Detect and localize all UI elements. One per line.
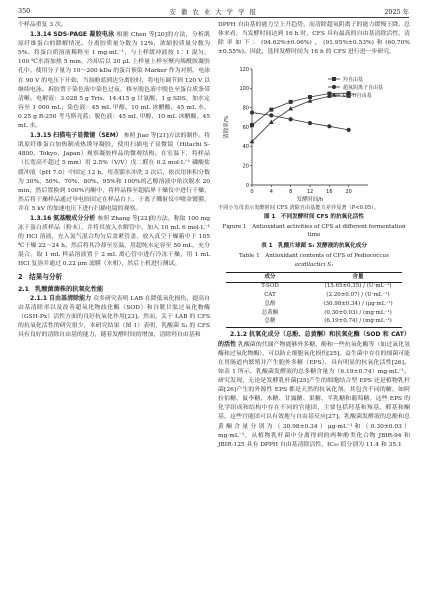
figure-caption-cn: 图 1 不同发酵时间 CFS 的抗氧化活性	[263, 214, 364, 221]
table-caption-en-2: acidilactici S₁	[294, 262, 334, 269]
figure-1-chart	[218, 59, 410, 205]
section-heading: 氨基酸成分分析	[53, 214, 96, 222]
data-point	[308, 121, 312, 125]
legend-label: 羟自由基	[343, 77, 364, 84]
page-number: 350	[18, 7, 31, 15]
section-number: 1.3.15	[30, 132, 52, 140]
section-text: 根据 Chen 等[20]的方法，分析肌原纤维蛋白的降解情况。分离胶质量分数为 12%，浓缩胶质量分数为 5%。将蛋白质溶液稀释至 1 mg·mL⁻¹，与上样缓冲液按 1∶1 混匀，100 ℃水浴加热 5 min，冷却后以 20 μL 上样量上样至聚丙烯酰胺凝胶孔中。使用分子量为 10～200 kDa 的蛋白预染 Marker 作为对照。电泳在 90 V 的电压下开始，当溴酚蓝到达分离胶时，将电压调节到 120 V 以继续电泳。拆胶置于染色液中染色过夜，移至脱色液中脱色至蛋白质条带清晰。电解液：3.028 5 g Tris、14.415 g 甘氨酸、1 g SDS，加水定容至 1 000 mL；染色液：45 mL 甲醇、10 mL 冰醋酸、45 mL 水，0.25 g R-250 考马斯亮蓝；脱色液：45 mL 甲醇、10 mL 冰醋酸、45 mL 水。	[18, 32, 211, 130]
header-rule	[18, 17, 409, 18]
antioxidant-table	[226, 272, 402, 328]
section-text: 参照 Jiao 等[21]方法的制作。将肌原纤维蛋白加热制成热诱导凝胶，使用扫描电子显微镜（Hitachi S-4800，Tokyo，Japan）观察凝胶样品的微观结构。在室温下，将样品（长宽高不超过 5 mm）用 2.5%（V/V）戊二醛在 0.2 mol·L⁻¹ 磷酸盐缓冲液（pH 7.0）中固定 12 h，用蒸馏水冲洗 3 次后，依次用体积分数为 30%、50%、70%、80%、95%和 100%的乙醇溶液中依次脱水 20 min，然后置换到 100%丙酮中，将样品移至超临界干燥仪中进行干燥，然后将干燥样品通过导电胶固定在样品台上，于离子溅射仪中喷金镀膜，并在 5 kV 的加速电压下进行扫描电镜的观察。	[18, 133, 211, 212]
table-cell: T-SOD	[261, 283, 279, 290]
left-column	[18, 21, 210, 340]
data-point	[250, 111, 254, 115]
section-heading: SDS-PAGE 凝胶电泳	[53, 31, 115, 39]
table-cell: (15.65±0.35) / (U·mL⁻¹)	[324, 283, 392, 290]
table-header-cell: 成分	[264, 273, 276, 280]
section-1-3-16	[18, 214, 210, 270]
table-caption-cn: 表 1 乳酸片球菌 S₁ 发酵液的抗氧化成分	[261, 243, 367, 250]
section-text: 乳酸菌的代谢产物能够外多糖、酚和一些抗氧化酶等（如过氧化氢酶和过氧化物酶），可以防止细胞氧化损伤[25]。益生菌中存在的细菌可能在胃肠道内繁殖并产生胞外多糖（EPS），具有明显的抗氧化活性[26]。如表 1 所示，乳酸菌发酵液的总多糖含量为（6.19±0.74）mg·mL⁻¹。研究发现，无论是发酵乳杆菌[25]产生的细胞结合型 EPS 还是植物乳杆菌[26]产生的外源性 EPS 都是天然的抗氧化剂。其包含不同的糖，如阿拉伯糖、鼠李糖、木糖、甘露糖、果糖、半乳糖和葡萄糖。这些 EPS 的化学组成和结构中存在不同的官能团，主要包括羟基和羧基、醛基和酮基，这些官能团可以有效地与自由基反应[27]。乳酸菌发酵液的总酚和总黄酮含量分别为（30.98±0.34）μg·mL⁻¹和（0.30±0.03）mg·mL⁻¹，从植物乳杆菌中分离得到的两种酚类化合物 JBIR-94 和 JBIR-125 具有 DPPH 自由基清除活性，IC₅₀ 值分别为 11.4 和 35.1	[218, 341, 410, 448]
series-line	[252, 96, 349, 141]
data-point	[269, 120, 274, 124]
table-cell: 总糖	[264, 318, 276, 325]
figure-note: 不同小写母表示发酵时间 CFS 清除自由基能力差异显著（P<0.05）。	[218, 205, 379, 212]
x-tick-label: 16	[326, 189, 333, 196]
section-heading-results: 2 结果与分析	[18, 272, 63, 281]
data-point	[250, 123, 254, 127]
running-header	[0, 0, 427, 20]
x-tick-label: 0	[250, 189, 254, 196]
section-text: 参照 Zhang 等[22]的方法，称取 100 mg 冻干蛋白质样品（粉末），并将其放入水解管中，加入 10 mL 6 mol·L⁻¹ 的 HCl 溶液，充入氮气混合均匀后盖紧管盖，放入真空干燥箱中于 105 ℃干燥 22～24 h。然后将其冷却至室温，用超纯水定容至 50 mL，充分混合。取 1 mL 样品溶液置于 2 mL 离心管中进行冷冻干燥，用 1 mL HCl 复溶并通过 0.22 μm 滤膜（水相），然后上机进行测试。	[18, 215, 211, 268]
table-row	[226, 300, 402, 309]
table-row	[226, 318, 402, 327]
legend-label: 超氧阴离子自由基	[343, 85, 384, 92]
table-cell: (2.20±0.07) / (U·mL⁻¹)	[326, 292, 390, 299]
table-row	[226, 292, 402, 301]
journal-year: 2025 年	[384, 8, 409, 16]
data-point	[327, 125, 331, 129]
y-tick-label: 0	[245, 183, 249, 190]
section-heading: 扫描电子显微镜（SEM）	[53, 132, 122, 140]
section-heading: 自由基清除能力	[49, 294, 92, 302]
paragraph-continuation: 个样品重复 3 次。	[18, 22, 67, 28]
table-row	[226, 282, 402, 291]
data-point	[269, 108, 273, 112]
data-point	[289, 118, 293, 122]
section-number: 2.1.1	[30, 294, 48, 302]
x-tick-label: 12	[306, 189, 314, 196]
data-point	[289, 100, 293, 104]
table-cell: (0.30±0.03) / (mg·mL⁻¹)	[324, 309, 392, 316]
y-tick-label: 120	[239, 67, 249, 74]
data-point	[269, 114, 273, 118]
section-heading: 抗氧化成分（总酚、总黄酮）和抗氧化酶（SOD 和 CAT）的活性	[218, 330, 410, 348]
figure-caption-en: Figure 1 Antioxidant activities of CFS at different fermentation time	[222, 223, 406, 238]
section-2-1-2	[218, 330, 410, 450]
y-tick-label: 100	[239, 86, 249, 93]
table-cell: (6.19±0.74) / (mg·mL⁻¹)	[324, 318, 392, 325]
table-caption-en: Table 1 Antioxidant contents of CFS of Pediococcus	[239, 252, 389, 259]
x-tick-label: 20	[345, 189, 352, 196]
section-2-1-1	[18, 294, 210, 340]
x-axis-label: 发酵时间/h	[296, 197, 324, 204]
table-cell: (30.98±0.34) / (μg·mL⁻¹)	[323, 300, 393, 307]
legend-marker	[332, 85, 336, 89]
table-header-cell: 含量	[352, 273, 364, 280]
journal-name: 安 徽 农 业 大 学 学 报	[169, 8, 258, 16]
legend-marker	[332, 77, 336, 81]
section-number: 1.3.16	[30, 214, 52, 222]
y-tick-label: 60	[242, 125, 249, 132]
legend-label: DPPH自由基	[343, 93, 372, 100]
data-point	[347, 128, 351, 132]
y-tick-label: 80	[242, 105, 249, 112]
section-1-3-15	[18, 131, 210, 214]
y-tick-label: 40	[242, 144, 249, 151]
table-header-row	[226, 272, 402, 282]
table-cell: CAT	[264, 292, 276, 299]
table-cell: 总黄酮	[261, 309, 279, 316]
section-text: 众多研究表明 LAB 在降低氧化损伤、提高自由基清除率以及改善超氧化物歧化酶（SOD）和谷胱甘肽过氧化物酶（GSH-Px）活性方面的良好抗氧化作用[23]。然而，关于 LAB 的 CFS 的抗氧化活性的研究很少，本研究结果（图 1）表明，乳酸菌 S₁ 的 CFS 具有良好的清除自由基的能力，随着发酵时间的增加，清除羟自由基和	[18, 295, 210, 339]
series-line	[252, 94, 349, 126]
right-column	[218, 21, 410, 450]
table-row	[226, 309, 402, 318]
y-tick-label: 20	[242, 163, 249, 170]
x-tick-label: 8	[289, 189, 293, 196]
paragraph-continuation: DPPH 自由基的能力呈上升趋势，而清除超氧阴离子的能力缓慢下降。总体来看，当发酵时间达到 16 h 时，CFS 具有最高的自由基清除活性，清除率如下：(94.62%±0.06%)、(91.95%±0.53%)和(60.70%±0.55%)。因此，选择发酵时间为 16 h 的 CFS 进行进一步研究。	[218, 22, 410, 56]
section-number: 1.3.14	[30, 31, 52, 39]
section-1-3-14	[18, 30, 210, 131]
table-cell: 总酚	[264, 300, 276, 307]
section-number: 2.1.2	[230, 330, 248, 338]
y-axis-label: 清除率/%	[224, 115, 230, 139]
chart-svg	[218, 59, 410, 205]
x-tick-label: 4	[269, 189, 273, 196]
section-heading-2-1: 2.1 乳酸菌菌株的抗氧化性能	[18, 285, 104, 293]
